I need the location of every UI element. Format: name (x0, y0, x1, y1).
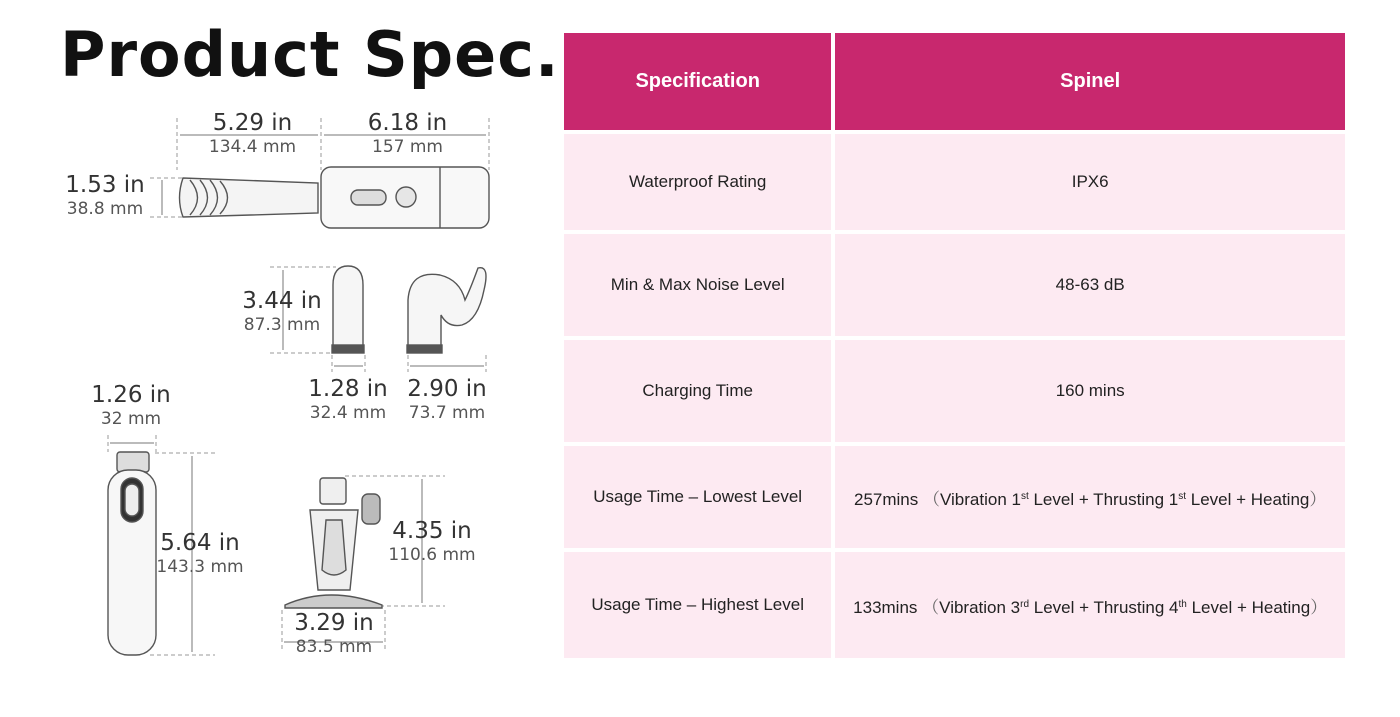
usage-detail-mid: Level + Thrusting 1 (1028, 489, 1179, 509)
table-row (564, 336, 1345, 442)
dim-inches: 3.44 in (242, 288, 322, 314)
header-specification: Specification (564, 33, 831, 130)
usage-time: 257mins (854, 489, 919, 509)
usage-detail-end: Level + Heating (1186, 489, 1310, 509)
dim-inches: 1.26 in (91, 382, 171, 408)
table-row (564, 130, 1345, 230)
dim-mm: 38.8 mm (66, 199, 144, 219)
table-header-row (564, 33, 1345, 130)
dim-body-length (355, 110, 460, 158)
dim-inches: 1.53 in (65, 172, 145, 198)
row-label: Waterproof Rating (564, 130, 831, 230)
row-value: 160 mins (831, 336, 1345, 442)
table-row (564, 548, 1345, 658)
dim-inches: 2.90 in (407, 376, 487, 402)
dim-mm: 32.4 mm (309, 403, 387, 423)
dim-attachment-height (232, 288, 332, 336)
dim-mm: 32 mm (100, 409, 162, 429)
dim-mm: 87.3 mm (243, 315, 321, 335)
row-value: 257mins （Vibration 1st Level + Thrusting 1st Level + Heating） (831, 442, 1345, 548)
dim-mount-base (284, 610, 384, 658)
row-label: Usage Time – Highest Level (564, 548, 831, 658)
page-title: Product Spec. (60, 18, 560, 91)
header-spinel: Spinel (831, 33, 1345, 130)
usage-detail-vib: Vibration 3 (939, 597, 1021, 617)
ordinal-sup: th (1178, 598, 1187, 610)
row-value: IPX6 (831, 130, 1345, 230)
dim-inches: 5.64 in (160, 530, 240, 556)
dim-mm: 83.5 mm (295, 637, 373, 657)
row-value: 48-63 dB (831, 230, 1345, 336)
usage-detail-end: Level + Heating (1186, 597, 1311, 617)
dim-inches: 5.29 in (212, 110, 293, 136)
dim-handle-length (150, 530, 250, 578)
row-label: Min & Max Noise Level (564, 230, 831, 336)
ordinal-sup: st (1178, 490, 1187, 502)
dim-mm: 110.6 mm (388, 545, 476, 565)
table-row (564, 230, 1345, 336)
dim-head-length (200, 110, 305, 158)
usage-time: 133mins (853, 597, 918, 617)
dim-inches: 4.35 in (392, 518, 472, 544)
dim-attachment-curve-width (397, 376, 497, 424)
dim-inches: 3.29 in (294, 610, 374, 636)
dim-height (55, 172, 155, 220)
usage-detail-vib: Vibration 1 (940, 489, 1021, 509)
dim-mm: 143.3 mm (156, 557, 244, 577)
ordinal-sup: rd (1020, 598, 1030, 610)
ordinal-sup: st (1020, 490, 1029, 502)
dim-mm: 134.4 mm (208, 137, 297, 157)
spec-table (564, 33, 1345, 658)
dim-mm: 73.7 mm (408, 403, 486, 423)
row-value: 133mins （Vibration 3rd Level + Thrusting 4th Level + Heating） (831, 548, 1345, 658)
dim-handle-width (81, 382, 181, 430)
dim-inches: 1.28 in (308, 376, 388, 402)
dim-attachment-width (298, 376, 398, 424)
table-row (564, 442, 1345, 548)
dim-mm: 157 mm (372, 137, 443, 157)
dim-mount-height (382, 518, 482, 566)
usage-detail-mid: Level + Thrusting 4 (1029, 597, 1179, 617)
row-label: Charging Time (564, 336, 831, 442)
row-label: Usage Time – Lowest Level (564, 442, 831, 548)
dim-inches: 6.18 in (367, 110, 448, 136)
product-drawings (0, 0, 560, 717)
